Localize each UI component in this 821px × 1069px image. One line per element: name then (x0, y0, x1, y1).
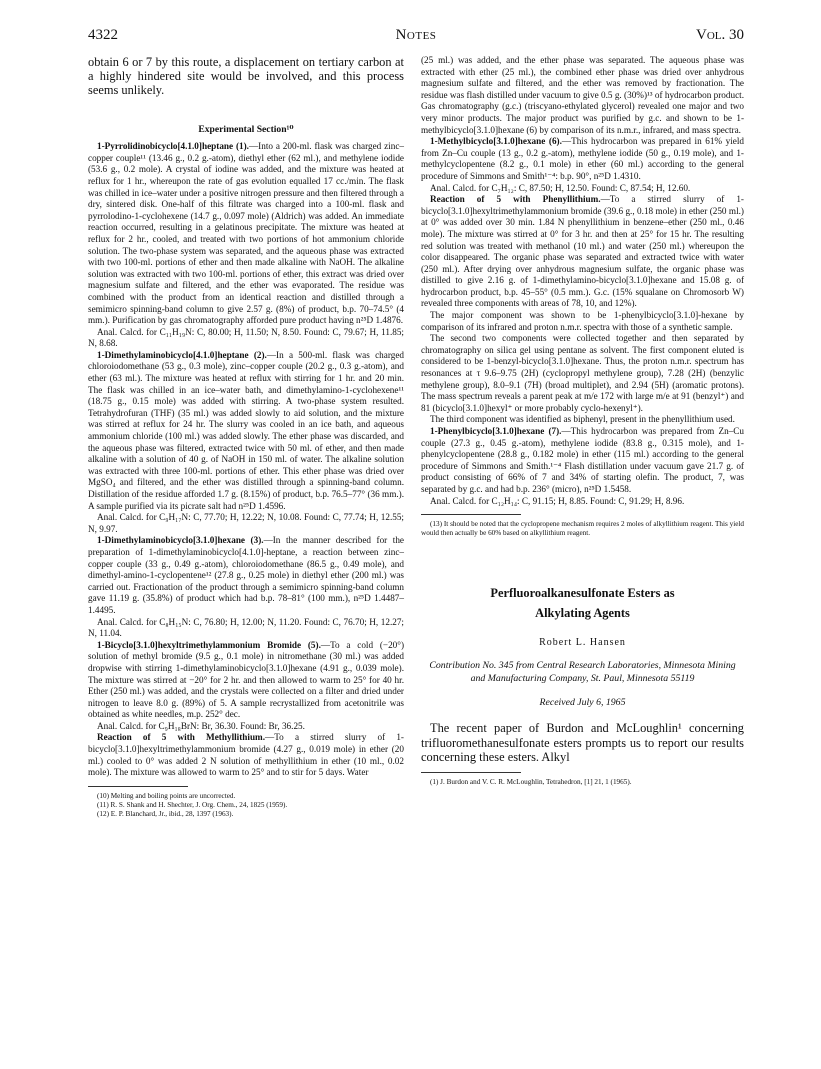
continued-paragraph: (25 ml.) was added, and the ether phase was separated. The aqueous phase was extracted with ether (25 ml.), the combined ether phase was dried over anhydrous magnesium sulfate and filtered, and the ether was removed by fractionation. The residue was flash distilled under vacuum to give 0.5 g. (30%)¹³ of hydrocarbon product. Gas chromatography (g.c.) (triscyano-ethylated glycerol) revealed one major and two very minor products. The major product was purified by g.c. and shown to be 1-methylbicyclo[3.1.0]hexane (6) by comparison of its n.m.r., infrared, and mass spectra. (421, 55, 744, 135)
procedure-6 (421, 136, 744, 182)
procedure-heading: 1-Methylbicyclo[3.1.0]hexane (6). (430, 136, 562, 147)
procedure-text: —To a stirred slurry of 1-bicyclo[3.1.0]hexyltrimethylammonium bromide (39.6 g., 0.18 mole) in ether (250 ml.) at 0° was added over 30 min. 1.84 N phenyllithium in benzene–ether (250 ml., 0.46 mole). The mixture was stirred at 0° for 3 hr. and then at 25° for 15 hr. The resulting red solution was treated with methanol (10 ml.) and water (250 ml.) whereupon the color disappeared. The organic phase was separated and extracted twice with water (250 ml.). After drying over anhydrous magnesium sulfate, the organic phase was distilled to give 2.16 g. of 1-dimethylamino-bicyclo[3.1.0]hexane and 15.08 g. of hydrocarbon product, b.p. 45–55° (0.5 mm.). G.c. (15% squalane on Chromosorb W) revealed three components with areas of 78, 10, and 12%). (421, 194, 744, 309)
footnote: (11) R. S. Shank and H. Shechter, J. Org. Chem., 24, 1825 (1959). (97, 801, 288, 810)
page-header (88, 27, 744, 47)
procedure-text: —This hydrocarbon was prepared in 61% yield from Zn–Cu couple (13 g., 0.2 g.-atom), methylene iodide (50 g., 0.19 mole), and 1-methylcyclopentene (8.2 g., 0.1 mole) in ether (60 ml.) according to the general procedure of Simmons and Smith¹⁻⁴: b.p. 90°, n²⁵D 1.4310. (421, 136, 744, 181)
page-number: 4322 (88, 27, 118, 43)
affiliation: Contribution No. 345 from Central Research Laboratories, Minnesota Mining and Manufacturing Company, St. Paul, Minnesota 55119 (429, 660, 736, 684)
footnote: (12) E. P. Blanchard, Jr., ibid., 28, 1397 (1963). (97, 810, 234, 819)
procedure-heading: 1-Phenylbicyclo[3.1.0]hexane (7). (430, 426, 562, 436)
procedure-text: —Into a 200-ml. flask was charged zinc–copper couple¹¹ (13.46 g., 0.2 g.-atom), diethyl ether (62 ml.), and methylene iodide (53.6 g., 0.2 mole). A crystal of iodine was added, and the mixture was heated at reflux for 1 hr., whereupon the rate of gas evolution equalled 17 cc./min. The flask was chilled in ice–water under a positive nitrogen pressure and then filtered through a dry, sintered disk. One-half of this filtrate was charged into a 100-ml. flask and pyrrolodino-1-cyclohexene (14.7 g., 0.097 mole) (Aldrich) was added. An immediate reaction occurred, resulting in a gelatinous precipitate. The mixture was heated at reflux for 2 hr., cooled, and treated with two portions of hot ammonium chloride solution. The two-phase system was separated, and the aqueous phase was extracted with two 100-ml. portions of ether and then made alkaline with NaOH. The alkaline solution was extracted with two 100-ml. portions of ether, this extract was dried over magnesium sulfate and filtered, and the ether was evaporated. The residue was combined with the product from an identical reaction and distilled through a semimicro spinning-band column to give 2.57 g. (8%) of product, b.p. 70–74.5° (4 mm.). Purification by gas chromatography afforded pure product having n²⁵D 1.4876. (88, 141, 404, 326)
paragraph: The third component was identified as biphenyl, present in the phenyllithium used. (430, 414, 735, 425)
analysis-1: Anal. Calcd. for C₁₁H₁₉N: C, 80.00; H, 11.50; N, 8.50. Found: C, 79.67; H, 11.85; N, 8.68. (88, 326, 404, 349)
intro-paragraph: obtain 6 or 7 by this route, a displacement on tertiary carbon at a highly hindered site would be involved, and this process seems unlikely. (88, 55, 404, 98)
procedure-heading: 1-Pyrrolidinobicyclo[4.1.0]heptane (1). (97, 141, 249, 152)
procedure-7 (421, 194, 744, 310)
footnote-rule (421, 772, 521, 773)
paragraph: The major component was shown to be 1-phenylbicyclo[3.1.0]-hexane by comparison of its infrared and proton n.m.r. spectra with those of a synthetic sample. (421, 310, 744, 332)
procedure-1 (88, 141, 404, 327)
procedure-heading: 1-Dimethylaminobicyclo[4.1.0]heptane (2). (97, 349, 267, 360)
procedure-text: —In the manner described for the preparation of 1-dimethylaminobicyclo[4.1.0]-heptane, a reaction between zinc–copper couple (33 g., 0.49 g.-atom), chloroiodomethane (86.5 g., 0.49 mole), and dimethyl-amino-1-cyclopentene¹² (27.8 g., 0.25 mole) in diethyl ether (200 ml.) was carried out. Fractionation of the product through a semimicro spinning-band column gave 11.19 g. (35.8%) of product which had b.p. 78–81° (100 mm.), n²⁵D 1.4487–1.4495. (88, 535, 404, 615)
procedure-text: —To a cold (−20°) solution of methyl bromide (9.5 g., 0.1 mole) in nitromethane (30 ml.) was added dropwise with stirring 1-dimethylaminobicyclo[3.1.0]hexane (4.91 g., 0.039 mole). The mixture was stirred at −20° for 2 hr. and then allowed to warm to 25° for 40 hr. Ether (250 ml.) was added, and the crystals were collected on a filter and dried under nitrogen to leave 8.0 g. (89%) of 5. A sample recrystallized from acetonitrile was obtained as white needles, m.p. 252° dec. (88, 639, 405, 720)
analysis-2: Anal. Calcd. for C₉H₁₇N: C, 77.70; H, 12.22; N, 10.08. Found: C, 77.74; H, 12.55; N, 9.97. (88, 512, 404, 534)
lead-paragraph: The recent paper of Burdon and McLoughlin¹ concerning trifluoromethanesulfonate esters prompts us to report our results concerning these esters. Alkyl (421, 721, 744, 765)
procedure-3 (88, 535, 404, 616)
procedure-5 (88, 732, 404, 778)
article-title: Perfluoroalkanesulfonate Esters as (490, 585, 675, 600)
procedure-heading: Reaction of 5 with Phenyllithium. (430, 194, 601, 205)
footnote: (1) J. Burdon and V. C. R. McLoughlin, Tetrahedron, [1] 21, 1 (1965). (430, 777, 632, 786)
footnote-rule (88, 786, 188, 787)
procedure-8 (421, 426, 744, 496)
right-column (421, 55, 744, 787)
footnote: (10) Melting and boiling points are uncorrected. (97, 791, 236, 800)
received-date: Received July 6, 1965 (539, 696, 626, 708)
procedure-heading: 1-Dimethylaminobicyclo[3.1.0]hexane (3). (97, 535, 264, 546)
procedure-text: —In a 500-ml. flask was charged chloroiodomethane (53 g., 0.3 mole), zinc–copper couple (20.2 g., 0.3 g.-atom), and ether (63 ml.). The mixture was heated at reflux with stirring for 1 hr. and 20 min. The flask was chilled in an ice–water bath, and dimethylamino-1-cyclohexene¹¹ (18.75 g., 0.15 mole) was added with stirring. A two-phase system resulted. Tetrahydrofuran (THF) (35 ml.) was added slowly to aid solution, and the mixture was stirred at reflux for 24 hr. The slurry was cooled in an ice bath, and aqueous ammonium chloride (100 ml.) was added slowly. The ether phase was discarded, and the aqueous phase was filtered, extracted twice with 50 ml. of ether, and then made alkaline with a solution of 40 g. of NaOH in 150 ml. of water. The alkaline solution was extracted with three 100-ml. portions of ether. This ether phase was dried over MgSO₄ and filtered, and the ether was distilled through a spinning-band column. Distillation of the residue afforded 1.7 g. (8.15%) of product, b.p. 76.5–77° (36 mm.). A sample purified via its picrate salt had n²⁵D 1.4596. (88, 349, 404, 511)
left-column (88, 55, 404, 820)
procedure-2 (88, 350, 404, 512)
procedure-text: —This hydrocarbon was prepared from Zn–Cu couple (27.3 g., 0.45 g.-atom), methylene iodide (83.8 g., 0.315 mole), and 1-phenylcyclopentene (28.8 g., 0.182 mole) in ether (115 ml.) according to the general procedure of Simmons and Smith.¹⁻⁴ Flash distillation under vacuum gave 21.7 g. of product consisting of 66% of 7 and 34% of starting olefin. The product, 7, was separated by g.c. and had b.p. 236° (micro), n²⁵D 1.5458. (421, 426, 744, 494)
analysis-8: Anal. Calcd. for C₁₂H₁₄: C, 91.15; H, 8.85. Found: C, 91.29; H, 8.96. (430, 495, 685, 506)
analysis-4: Anal. Calcd. for C₉H₁₈BrN: Br, 36.30. Found: Br, 36.25. (97, 720, 305, 731)
analysis-6: Anal. Calcd. for C₇H₁₂: C, 87.50; H, 12.50. Found: C, 87.54; H, 12.60. (430, 182, 691, 193)
analysis-3: Anal. Calcd. for C₈H₁₅N: C, 76.80; H, 12.00; N, 11.20. Found: C, 76.70; H, 12.27; N, 11.04. (88, 616, 404, 639)
footnote: (13) It should be noted that the cyclopropene mechanism requires 2 moles of alkyllithium reagent. This yield would then actually be 60% based on alkyllithium reagent. (421, 520, 744, 538)
procedure-heading: 1-Bicyclo[3.1.0]hexyltrimethylammonium Bromide (5). (97, 639, 321, 650)
volume-label: Vol. 30 (696, 27, 744, 43)
running-title: Notes (395, 27, 437, 43)
section-heading: Experimental Section¹⁰ (198, 123, 294, 135)
procedure-heading: Reaction of 5 with Methyllithium. (97, 732, 266, 743)
article-title: Alkylating Agents (535, 605, 630, 620)
footnote-rule (421, 514, 521, 515)
author: Robert L. Hansen (539, 636, 626, 648)
procedure-text: —To a stirred slurry of 1-bicyclo[3.1.0]hexyltrimethylammonium bromide (4.27 g., 0.019 mole) in ether (20 ml.) cooled to 0° was added 2 N solution of methyllithium in ether (10 ml., 0.02 mole). The mixture was allowed to warm to 25° and to stir for 5 days. Water (88, 732, 404, 778)
spacer (421, 539, 744, 583)
paragraph: The second two components were collected together and then separated by chromatography on silica gel using pentane as solvent. The first component eluted is considered to be 1-benzyl-bicyclo[3.1.0]hexane. Thus, the proton n.m.r. spectrum has resonances at τ 9.6–9.75 (2H) (cyclopropyl methylene group), 7.28 (2H) (benzylic methylene group), 8.0–9.1 (7H) (broad multiplet), and 2.94 (5H) (aromatic protons). The mass spectrum reveals a parent peak at m/e 172 with large m/e at 91 (benzyl⁺) and 81 (bicyclo[3.1.0]hexyl⁺ or more probably cyclo-hexenyl⁺). (421, 333, 744, 413)
procedure-4 (88, 640, 404, 721)
